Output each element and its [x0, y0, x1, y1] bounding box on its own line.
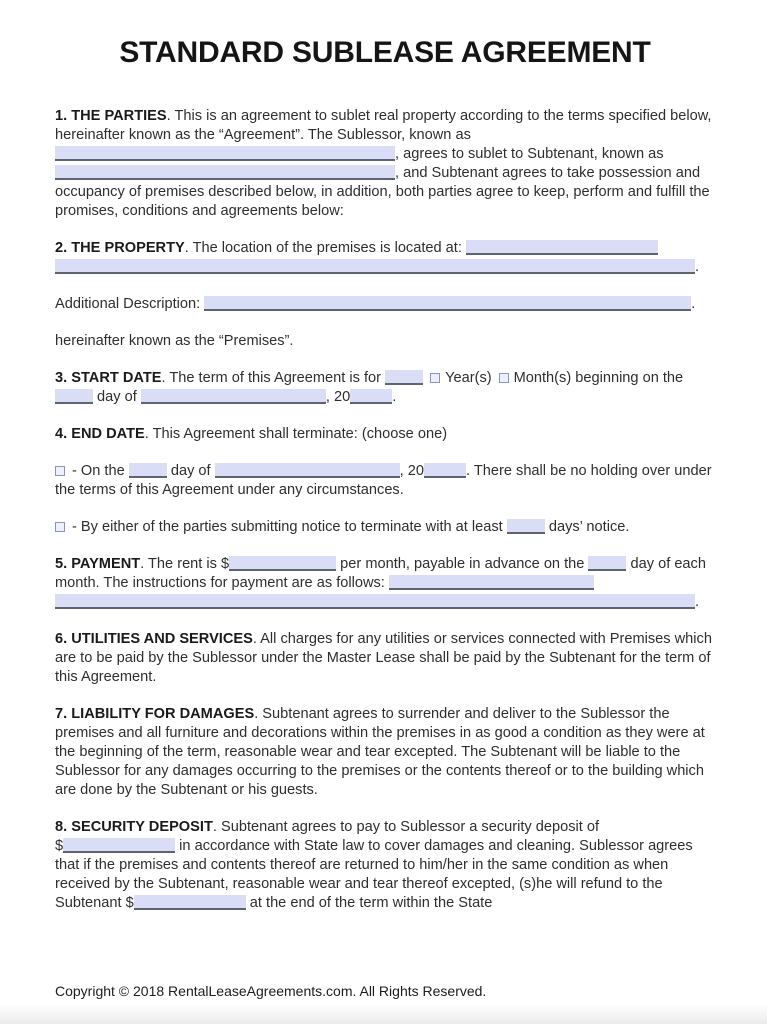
payment-instructions-line1-field[interactable] — [389, 575, 594, 590]
utilities-text-1: . All charges for any utilities or services connected with Premises which are to be paid by the Sublessor under the Master Lease shall be paid by the Subtenant for the term of this Agreement. — [55, 631, 712, 685]
property-text-2: . — [695, 259, 700, 275]
terminate-by-notice-checkbox[interactable] — [55, 522, 65, 532]
refund-amount-group — [126, 895, 246, 911]
deposit-amount-group — [55, 838, 175, 854]
rent-dollar-sign: $ — [221, 556, 230, 572]
end-day-field[interactable] — [129, 463, 167, 478]
end-year-field[interactable] — [424, 463, 466, 478]
section-property — [55, 239, 715, 277]
rent-amount-field[interactable] — [229, 556, 336, 571]
section-liability — [55, 705, 715, 800]
term-months-label: Month(s) beginning on the — [513, 370, 684, 386]
copyright-footer: Copyright © 2018 RentalLeaseAgreements.com. All Rights Reserved. — [55, 983, 487, 999]
start-month-field[interactable] — [141, 389, 326, 404]
notice-days-field[interactable] — [507, 519, 545, 534]
section-payment-heading: 5. PAYMENT — [55, 556, 141, 572]
section-utilities — [55, 630, 715, 687]
section-property-heading: 2. THE PROPERTY — [55, 240, 185, 256]
term-months-checkbox[interactable] — [499, 373, 509, 383]
option1-text-1: - On the — [72, 463, 129, 479]
section-security-deposit — [55, 818, 715, 913]
property-address-line1-field[interactable] — [466, 240, 658, 255]
subtenant-name-field[interactable] — [55, 165, 395, 180]
start-date-text-2: day of — [93, 389, 141, 405]
section-parties — [55, 107, 715, 221]
payment-instructions-line2-field[interactable] — [55, 594, 695, 609]
section-start-date-heading: 3. START DATE — [55, 370, 162, 386]
start-year-prefix: 20 — [333, 389, 351, 405]
start-date-text-3: , — [325, 389, 334, 405]
page-bottom-edge — [0, 1004, 767, 1024]
additional-description-field[interactable] — [204, 296, 691, 311]
additional-description-period: . — [691, 296, 696, 312]
section-parties-heading: 1. THE PARTIES — [55, 108, 167, 124]
term-length-field[interactable] — [385, 370, 423, 385]
start-year-group — [334, 389, 392, 405]
payment-text-2: per month, payable in advance on the — [336, 556, 589, 572]
option2-text-2: days’ notice. — [544, 519, 630, 535]
end-date-text-1: . This Agreement shall terminate: (choose one) — [144, 426, 448, 442]
page-title: STANDARD SUBLEASE AGREEMENT — [119, 36, 651, 69]
additional-description-row — [55, 295, 715, 314]
section-end-date-heading: 4. END DATE — [55, 426, 145, 442]
payment-text-1: . The rent is — [140, 556, 221, 572]
option1-text-3: , — [399, 463, 408, 479]
option1-text-2: day of — [166, 463, 215, 479]
rent-due-day-field[interactable] — [588, 556, 626, 571]
parties-text-3: , and Subtenant agrees to take possession and occupancy of premises described below, in addition, both parties agree to keep, perform and fulfill the promises, conditions and agreements below: — [55, 165, 710, 219]
section-liability-heading: 7. LIABILITY FOR DAMAGES — [55, 706, 255, 722]
liability-text-1: . Subtenant agrees to surrender and deliver to the Sublessor the premises and all furniture and decorations within the premises in as good a condition as they were at the beginning of the term, reasonable wear and tear excepted. The Subtenant will be liable to the Sublessor for any damages occurring to the premises or the contents thereof or to the building which are done by the Subtenant or his guests. — [55, 706, 705, 798]
refund-amount-field[interactable] — [134, 895, 246, 910]
end-year-group — [408, 463, 466, 479]
payment-text-3: day of each month. The instructions for payment are as follows: — [55, 556, 706, 591]
section-start-date — [55, 369, 715, 407]
security-text-1: . Subtenant agrees to pay to Sublessor a security deposit of — [212, 819, 600, 835]
parties-text-2: , agrees to sublet to Subtenant, known as — [395, 146, 664, 162]
document-body — [55, 107, 715, 913]
end-month-field[interactable] — [215, 463, 400, 478]
rent-amount-group — [221, 556, 336, 572]
end-date-option-on-date — [55, 462, 715, 500]
sublessor-name-field[interactable] — [55, 146, 395, 161]
security-text-3: at the end of the term within the State — [245, 895, 493, 911]
term-years-label: Year(s) — [445, 370, 492, 386]
property-text-1: . The location of the premises is located at: — [184, 240, 466, 256]
section-security-deposit-heading: 8. SECURITY DEPOSIT — [55, 819, 213, 835]
term-years-checkbox[interactable] — [430, 373, 440, 383]
terminate-on-date-checkbox[interactable] — [55, 466, 65, 476]
document-page — [55, 0, 715, 931]
deposit-dollar-sign: $ — [55, 838, 64, 854]
security-text-2: in accordance with State law to cover damages and cleaning. Sublessor agrees that if the premises and contents thereof are returned to him/her in the same condition as when received by the Subtenant, reasonable wear and tear thereof excepted, (s)he will refund to the Subtenant — [55, 838, 693, 911]
start-date-text-4: . — [392, 389, 397, 405]
option2-text-1: - By either of the parties submitting notice to terminate with at least — [72, 519, 507, 535]
end-date-option-notice — [55, 518, 715, 537]
start-day-field[interactable] — [55, 389, 93, 404]
option1-text-4: . There shall be no holding over under the terms of this Agreement under any circumstances. — [55, 463, 712, 498]
additional-description-label: Additional Description: — [55, 296, 205, 312]
start-year-field[interactable] — [350, 389, 392, 404]
security-deposit-amount-field[interactable] — [63, 838, 175, 853]
property-address-line2-field[interactable] — [55, 259, 695, 274]
section-end-date — [55, 425, 715, 444]
parties-text-1: . This is an agreement to sublet real property according to the terms specified below, hereinafter known as the “Agreement”. The Sublessor, known as — [55, 108, 712, 143]
payment-text-4: . — [695, 594, 700, 610]
end-year-prefix: 20 — [407, 463, 424, 479]
section-utilities-heading: 6. UTILITIES AND SERVICES — [55, 631, 253, 647]
start-date-text-1: . The term of this Agreement is for — [161, 370, 386, 386]
refund-dollar-sign: $ — [125, 895, 134, 911]
section-payment — [55, 555, 715, 612]
premises-note: hereinafter known as the “Premises”. — [55, 333, 294, 349]
